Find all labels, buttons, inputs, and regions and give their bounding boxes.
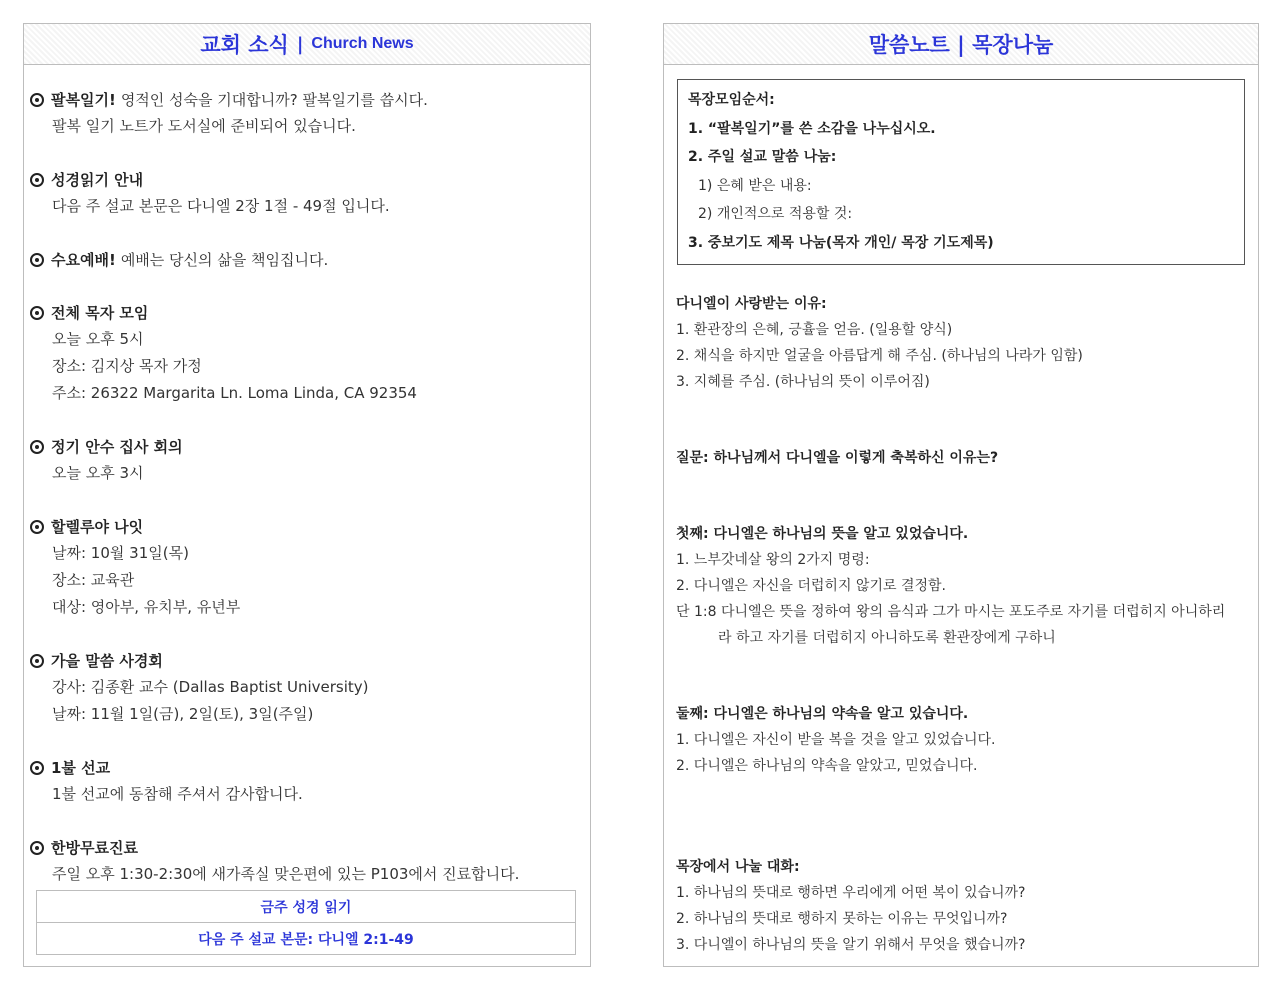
news-item-line: 오늘 오후 5시	[52, 330, 144, 348]
news-item-line: 주소: 26322 Margarita Ln. Loma Linda, CA 92354	[52, 384, 417, 402]
talk-title: 목장에서 나눌 대화:	[676, 858, 800, 875]
news-item-line: 대상: 영아부, 유치부, 유년부	[52, 598, 241, 616]
news-item-title: 성경읽기 안내	[51, 171, 144, 189]
news-item	[30, 755, 590, 808]
question-section	[676, 445, 1246, 471]
news-item	[30, 167, 590, 220]
news-item-title: 가을 말씀 사경회	[51, 652, 163, 670]
bullet-icon	[30, 173, 44, 187]
news-list	[24, 65, 590, 888]
news-item	[30, 300, 590, 407]
meeting-order-line: 목장모임순서:	[688, 92, 775, 108]
news-item	[30, 648, 590, 728]
news-item-title: 정기 안수 집사 회의	[51, 438, 183, 456]
reason-line: 3. 지혜를 주심. (하나님의 뜻이 이루어짐)	[676, 373, 930, 390]
reason-line: 2. 채식을 하지만 얼굴을 아름답게 해 주심. (하나님의 나라가 임함)	[676, 347, 1083, 364]
bullet-icon	[30, 761, 44, 775]
news-item-title: 팔복일기!	[51, 91, 116, 109]
news-item-title-row	[30, 167, 590, 193]
news-item-title: 수요예배!	[51, 251, 116, 269]
news-item-title: 전체 목자 모임	[51, 304, 149, 322]
sermon-note-body	[664, 291, 1258, 958]
meeting-order-line: 2) 개인적으로 적용할 것:	[698, 206, 853, 223]
church-news-header	[24, 24, 590, 65]
news-item-line: 1불 선교에 동참해 주셔서 감사합니다.	[52, 785, 303, 803]
reason-title: 다니엘이 사랑받는 이유:	[676, 295, 827, 312]
first-point-line: 2. 다니엘은 자신을 더럽히지 않기로 결정함.	[676, 577, 946, 594]
news-item-line: 오늘 오후 3시	[52, 464, 144, 482]
news-item	[30, 87, 590, 140]
bullet-icon	[30, 654, 44, 668]
news-item-line: 장소: 김지상 목자 가정	[52, 357, 202, 375]
first-point-section	[676, 521, 1246, 651]
talk-section	[676, 854, 1246, 958]
church-news-subtitle: Church News	[311, 35, 414, 52]
news-item-title: 한방무료진료	[51, 839, 138, 857]
news-item-line: 날짜: 11월 1일(금), 2일(토), 3일(주일)	[52, 705, 314, 723]
sermon-note-header	[664, 24, 1258, 65]
church-news-panel	[23, 23, 591, 967]
second-point-line: 2. 다니엘은 하나님의 약속을 알았고, 믿었습니다.	[676, 757, 978, 774]
talk-line: 1. 하나님의 뜻대로 행하면 우리에게 어떤 복이 있습니까?	[676, 884, 1026, 901]
bullet-icon	[30, 93, 44, 107]
news-item	[30, 434, 590, 487]
news-item-title: 1불 선교	[51, 759, 111, 777]
news-item	[30, 247, 590, 273]
bullet-icon	[30, 306, 44, 320]
next-sermon-text: 다음 주 설교 본문: 다니엘 2:1-49	[37, 922, 575, 954]
bullet-icon	[30, 520, 44, 534]
news-item-line: 장소: 교육관	[52, 571, 135, 589]
sermon-note-title: 말씀노트 | 목장나눔	[868, 33, 1054, 57]
bullet-icon	[30, 253, 44, 267]
news-item-line: 팔복 일기 노트가 도서실에 준비되어 있습니다.	[52, 117, 356, 135]
second-point-title: 둘째: 다니엘은 하나님의 약속을 알고 있습니다.	[676, 705, 969, 722]
news-item-title-row	[30, 648, 590, 674]
news-item-title-row	[30, 755, 590, 781]
reason-section	[676, 291, 1246, 395]
news-item-title-row	[30, 514, 590, 540]
first-point-continuation: 라 하고 자기를 더럽히지 아니하도록 환관장에게 구하니	[718, 629, 1056, 646]
news-item-line: 날짜: 10월 31일(목)	[52, 544, 189, 562]
news-item	[30, 514, 590, 621]
second-point-section	[676, 701, 1246, 779]
first-point-line: 1. 느부갓네살 왕의 2가지 명령:	[676, 551, 870, 568]
meeting-order-line: 3. 중보기도 제목 나눔(목자 개인/ 목장 기도제목)	[688, 234, 994, 251]
news-item-line: 강사: 김종환 교수 (Dallas Baptist University)	[52, 678, 369, 696]
news-item-title-row	[30, 247, 590, 273]
sermon-note-panel	[663, 23, 1259, 967]
news-item-title-row	[30, 87, 590, 113]
news-item-title: 할렐루야 나잇	[51, 518, 144, 536]
news-item-title-row	[30, 300, 590, 326]
news-item-title-row	[30, 835, 590, 861]
meeting-order-box	[677, 79, 1245, 265]
reason-line: 1. 환관장의 은혜, 긍휼을 얻음. (일용할 양식)	[676, 321, 953, 338]
news-item-line: 다음 주 설교 본문은 다니엘 2장 1절 - 49절 입니다.	[52, 197, 390, 215]
news-item-title-rest: 예배는 당신의 삶을 책임집니다.	[120, 251, 329, 269]
meeting-order-line: 1. “팔복일기”를 쓴 소감을 나누십시오.	[688, 120, 936, 137]
meeting-order-line: 2. 주일 설교 말씀 나눔:	[688, 149, 837, 166]
church-news-title: 교회 소식	[200, 33, 289, 57]
bullet-icon	[30, 841, 44, 855]
news-item-title-rest: 영적인 성숙을 기대합니까? 팔복일기를 씁시다.	[120, 91, 428, 109]
first-point-line: 단 1:8 다니엘은 뜻을 정하여 왕의 음식과 그가 마시는 포도주로 자기를 더럽히지 아니하리	[676, 603, 1226, 620]
meeting-order-line: 1) 은혜 받은 내용:	[698, 177, 812, 194]
bible-reading-box	[36, 890, 576, 955]
first-point-title: 첫째: 다니엘은 하나님의 뜻을 알고 있었습니다.	[676, 525, 969, 542]
talk-line: 3. 다니엘이 하나님의 뜻을 알기 위해서 무엇을 했습니까?	[676, 936, 1026, 953]
news-item	[30, 835, 590, 888]
talk-line: 2. 하나님의 뜻대로 행하지 못하는 이유는 무엇입니까?	[676, 910, 1008, 927]
news-item-line: 주일 오후 1:30-2:30에 새가족실 맞은편에 있는 P103에서 진료합니다.	[52, 865, 520, 883]
news-item-title-row	[30, 434, 590, 460]
second-point-line: 1. 다니엘은 자신이 받을 복을 것을 알고 있었습니다.	[676, 731, 996, 748]
header-separator: |	[296, 33, 304, 55]
question-text: 질문: 하나님께서 다니엘을 이렇게 축복하신 이유는?	[676, 449, 999, 466]
bible-reading-title: 금주 성경 읽기	[260, 899, 352, 916]
bullet-icon	[30, 440, 44, 454]
